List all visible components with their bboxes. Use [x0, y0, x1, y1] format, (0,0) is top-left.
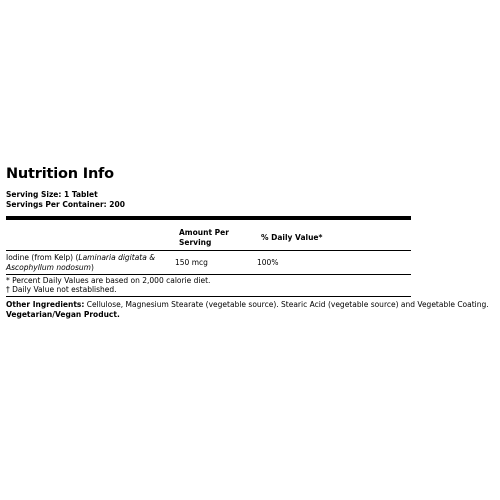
other-ingredients-text: Cellulose, Magnesium Stearate (vegetable source). Stearic Acid (vegetable source) and Vegetable Coating. — [84, 300, 489, 309]
footnote-dagger: † Daily Value not established. — [6, 285, 117, 294]
header-amount-per-serving: Amount Per Serving — [179, 228, 229, 247]
serving-size: Serving Size: 1 Tablet — [6, 190, 98, 199]
other-ingredients — [6, 300, 496, 310]
footnote-percent: * Percent Daily Values are based on 2,000 calorie diet. — [6, 276, 211, 285]
nutrient-amount: 150 mcg — [175, 258, 208, 267]
table-bottom-rule — [6, 296, 411, 297]
nutrient-name — [6, 253, 176, 273]
nutrient-name-plain: Iodine (from Kelp) ( — [6, 253, 79, 262]
nutrient-daily-value: 100% — [257, 258, 279, 267]
nutrition-info-panel — [6, 165, 496, 320]
page-title: Nutrition Info — [6, 166, 114, 182]
servings-per-container: Servings Per Container: 200 — [6, 200, 125, 209]
nutrient-name-close: ) — [90, 263, 94, 272]
table-row — [6, 251, 411, 275]
nutrient-source-species: Laminaria digitata & Ascophyllum nodosum — [6, 253, 156, 272]
footnotes — [6, 275, 411, 296]
vegetarian-statement: Vegetarian/Vegan Product. — [6, 310, 120, 319]
nutrition-table — [6, 216, 411, 296]
table-header — [6, 220, 411, 251]
other-ingredients-label: Other Ingredients: — [6, 300, 85, 309]
header-daily-value: % Daily Value* — [261, 233, 323, 242]
serving-info — [6, 190, 496, 210]
